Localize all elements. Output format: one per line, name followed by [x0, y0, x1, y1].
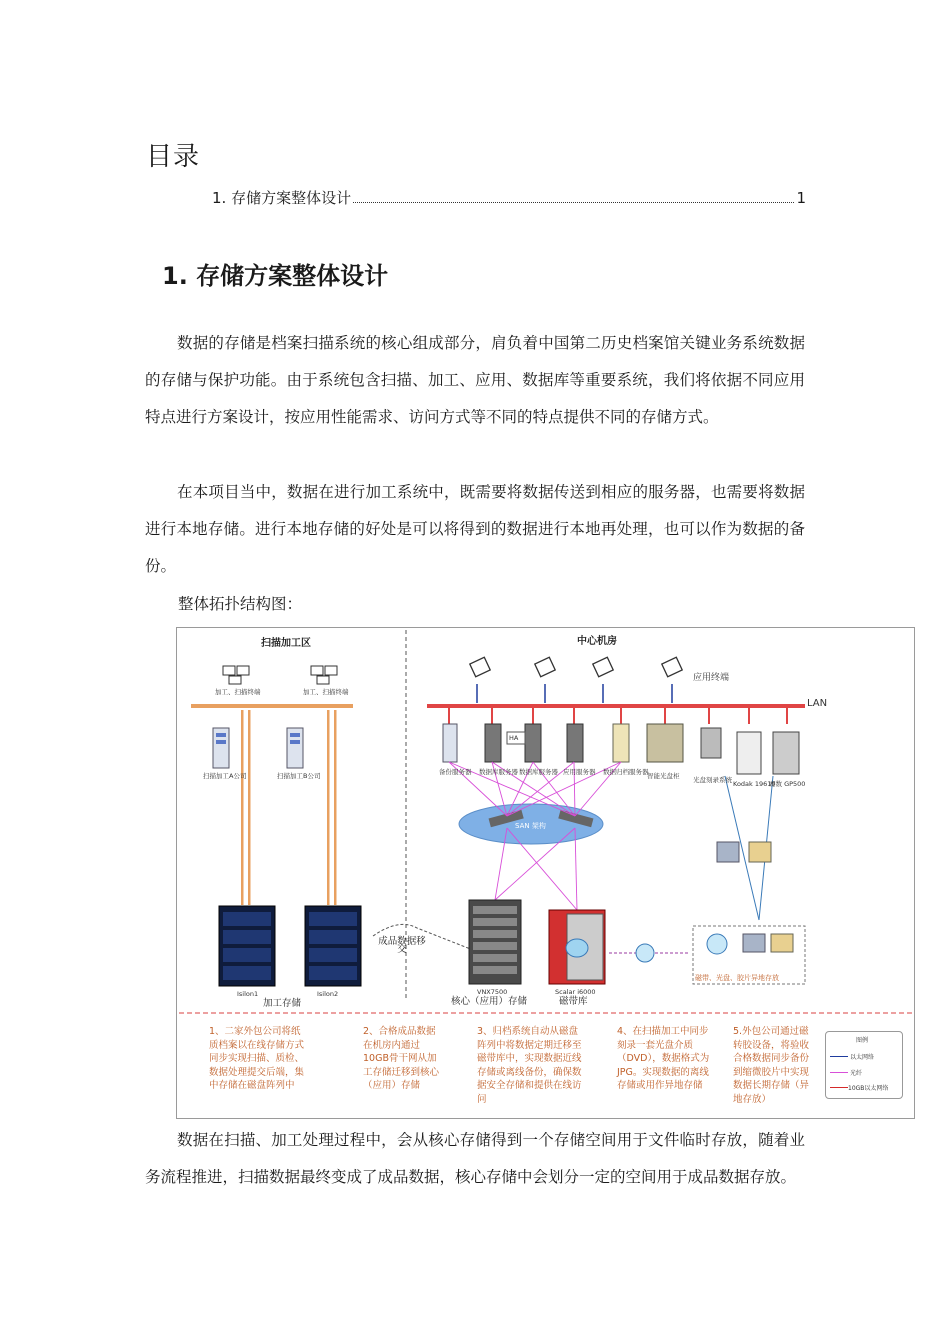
vnx-label: VNX7500 [477, 988, 508, 996]
lan-label: LAN [807, 698, 828, 709]
transfer-label: 成品数据移交 [378, 936, 426, 955]
server-row-icons [443, 724, 799, 774]
app-terminal-label: 应用终端 [693, 673, 730, 683]
isilon2-label: Isilon2 [317, 990, 339, 998]
server-archive-label: 数据归档服务器 [603, 768, 649, 776]
lan-bar [427, 704, 805, 708]
paragraph-2: 在本项目当中，数据在进行加工系统中，既需要将数据传送到相应的服务器，也需要将数据进行本地存储。进行本地存储的好处是可以将得到的数据进行本地再处理，也可以作为数据的备份。 [145, 483, 805, 575]
disc-burner-label: 光盘刻录系统 [693, 776, 732, 784]
terminal-left-2-icon [311, 666, 337, 684]
note-1: 1、二家外包公司将纸质档案以在线存储方式同步实现扫描、质检、数据处理提交后端，集中存储在磁盘阵列中 [209, 1026, 305, 1091]
server-left-a-label: 扫描加工A公司 [203, 772, 247, 780]
vnx7500-icon [469, 900, 521, 984]
app-terminal-links [477, 684, 672, 703]
paragraph-3: 数据在扫描、加工处理过程中，会从核心存储得到一个存储空间用于文件临时存放，随着业务流程推进，扫描数据最终变成了成品数据，核心存储中会划分一定的空间用于成品数据存放。 [145, 1131, 805, 1186]
left-link-b [327, 710, 330, 905]
gp500-label: 赛数 GP500 [769, 780, 806, 788]
isilon1-icon [219, 906, 275, 986]
tape-library-label: 磁带库 [559, 996, 588, 1007]
legend-ethernet: 以太网络 [850, 1054, 875, 1061]
note-4: 4、在扫描加工中同步刻录一套光盘介质（DVD），数据格式为JPG。实现数据的离线存储或用作异地存储 [617, 1026, 710, 1091]
terminal-left-1-label: 加工、扫描终端 [215, 688, 261, 696]
server-left-b-icon [287, 728, 303, 768]
terminal-left-1-icon [223, 666, 249, 684]
tape-circle-icon [636, 944, 654, 962]
film-media-icon [749, 842, 771, 862]
san-label: SAN 架构 [515, 822, 546, 830]
server-backup-label: 备份服务器 [439, 768, 472, 776]
section-heading: 1. 存储方案整体设计 [162, 262, 389, 290]
kodak-label: Kodak 19610 [733, 780, 776, 788]
topology-diagram [176, 627, 915, 1119]
left-link-b2 [334, 710, 337, 905]
disc-media-icon [717, 842, 739, 862]
terminal-left-2-label: 加工、扫描终端 [303, 688, 349, 696]
isilon1-label: Isilon1 [237, 990, 259, 998]
zone-right-label: 中心机房 [577, 636, 617, 647]
legend-10gb-line [830, 1087, 848, 1088]
paragraph-1: 数据的存储是档案扫描系统的核心组成部分，肩负着中国第二历史档案馆关键业务系统数据的存储与保护功能。由于系统包含扫描、加工、应用、数据库等重要系统，我们将依据不同应用特点进行方案设计，按应用性能需求、访问方式等不同的特点提供不同的存储方式。 [145, 334, 805, 426]
left-backbone [191, 704, 353, 708]
note-3: 3、归档系统自动从磁盘阵列中将数据定期迁移至磁带库中，实现数据近线存储或离线备份，确保数据安全存储和提供在线访问 [477, 1026, 582, 1105]
server-db2-label: 数据库服务器 [519, 768, 558, 776]
ha-label: HA [509, 734, 519, 742]
scalar-i6000-icon [549, 910, 605, 984]
offsite-tape-icon [707, 934, 727, 954]
legend-fiber-line [830, 1072, 848, 1073]
toc-title: 目录 [146, 142, 201, 172]
lan-drops [449, 708, 787, 724]
left-link-a [241, 710, 244, 905]
app-terminal-icons [470, 657, 682, 676]
legend [825, 1031, 903, 1099]
toc-entry-label: 1. 存储方案整体设计 [212, 189, 352, 207]
processing-storage-label: 加工存储 [263, 998, 302, 1009]
zone-left-label: 扫描加工区 [261, 638, 311, 649]
toc-leader-dots [353, 201, 794, 203]
offsite-label: 磁带、光盘、胶片异地存放 [695, 974, 779, 982]
offsite-film-icon [771, 934, 793, 952]
server-left-a-icon [213, 728, 229, 768]
server-left-b-label: 扫描加工B公司 [277, 772, 321, 780]
server-app-label: 应用服务器 [563, 768, 596, 776]
disc-cabinet-label: 智能光盘柜 [647, 772, 680, 780]
legend-ethernet-line [830, 1056, 848, 1057]
toc-entry[interactable] [212, 187, 806, 208]
legend-10gb: 10GB以太网络 [848, 1085, 889, 1092]
offsite-disc-icon [743, 934, 765, 952]
legend-fiber: 光纤 [850, 1070, 863, 1077]
legend-title: 图例 [856, 1037, 869, 1044]
note-5: 5.外包公司通过磁转胶设备，将验收合格数据同步备份到缩微胶片中实现数据长期存储（异地存放） [733, 1026, 810, 1105]
figure-label: 整体拓扑结构图： [178, 595, 303, 613]
left-link-a2 [248, 710, 251, 905]
core-storage-label: 核心（应用）存储 [451, 996, 528, 1007]
toc-entry-page: 1 [796, 189, 806, 207]
server-db1-label: 数据库服务器 [479, 768, 518, 776]
isilon2-icon [305, 906, 361, 986]
scalar-label: Scalar i6000 [555, 988, 596, 996]
note-2: 2、合格成品数据在机房内通过10GB骨干网从加工存储迁移到核心（应用）存储 [363, 1026, 440, 1091]
